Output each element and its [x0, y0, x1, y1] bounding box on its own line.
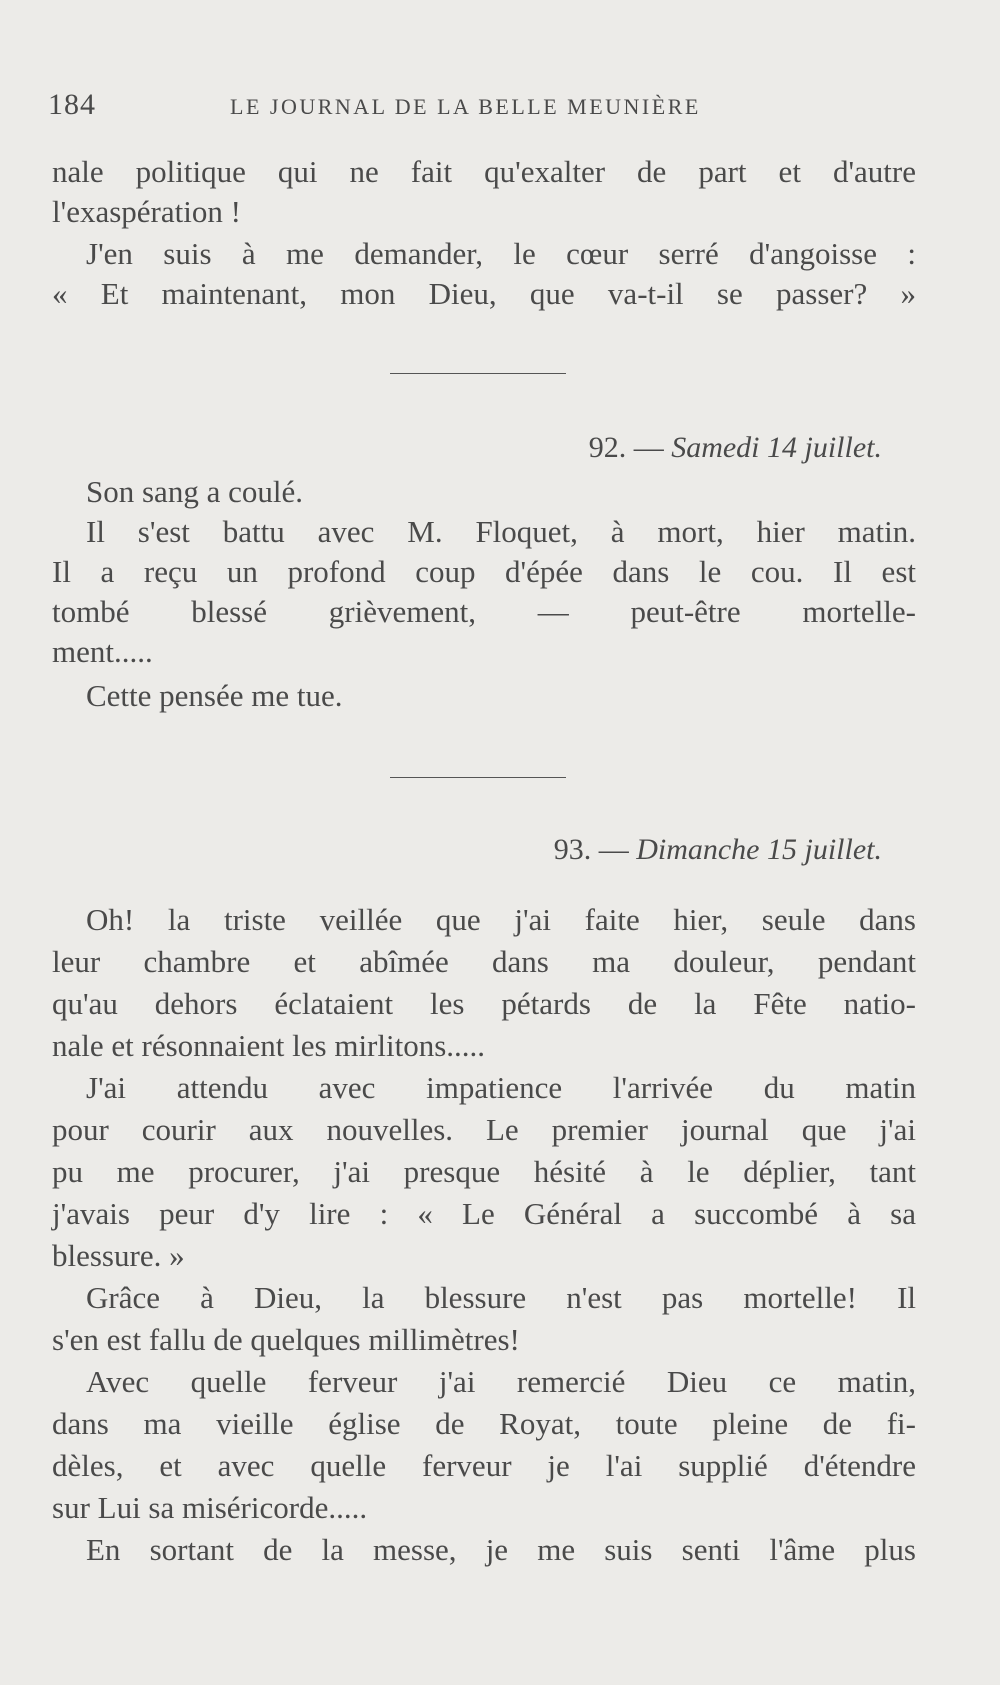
entry-heading-92 — [589, 428, 882, 468]
text-line: dèles, et avec quelle ferveur je l'ai supplié d'étendre — [52, 1448, 916, 1483]
entry-heading-93 — [554, 830, 882, 870]
text-line: sur Lui sa miséricorde..... — [52, 1490, 368, 1525]
entry-date: Dimanche 15 juillet. — [636, 833, 882, 866]
text-line: Grâce à Dieu, la blessure n'est pas mortelle! Il — [86, 1280, 916, 1315]
page-number: 184 — [48, 88, 96, 121]
text-line: pour courir aux nouvelles. Le premier journal que j'ai — [52, 1112, 916, 1147]
text-line: Oh! la triste veillée que j'ai faite hier, seule dans — [86, 902, 916, 937]
text-line: blessure. » — [52, 1238, 185, 1273]
text-line: Il a reçu un profond coup d'épée dans le cou. Il est — [52, 554, 916, 589]
text-line: dans ma vieille église de Royat, toute pleine de fi- — [52, 1406, 916, 1441]
entry-number: 93. — — [553, 833, 629, 866]
text-line: Avec quelle ferveur j'ai remercié Dieu ce matin, — [86, 1364, 916, 1399]
text-line: ment..... — [52, 634, 153, 669]
text-line: l'exaspération ! — [52, 194, 241, 229]
text-line: Cette pensée me tue. — [86, 678, 343, 713]
text-line: « Et maintenant, mon Dieu, que va-t-il se passer? » — [52, 276, 916, 311]
text-line: J'ai attendu avec impatience l'arrivée du matin — [86, 1070, 916, 1105]
page-header — [48, 88, 952, 128]
text-line: Il s'est battu avec M. Floquet, à mort, hier matin. — [86, 514, 916, 549]
text-line: Son sang a coulé. — [86, 474, 303, 509]
section-divider — [390, 373, 566, 374]
text-line: J'en suis à me demander, le cœur serré d'angoisse : — [86, 236, 916, 271]
entry-number: 92. — — [588, 431, 664, 464]
section-divider — [390, 777, 566, 778]
text-line: En sortant de la messe, je me suis senti l'âme plus — [86, 1532, 916, 1567]
text-line: nale politique qui ne fait qu'exalter de part et d'autre — [52, 154, 916, 189]
running-title: LE JOURNAL DE LA BELLE MEUNIÈRE — [230, 94, 701, 119]
text-line: s'en est fallu de quelques millimètres! — [52, 1322, 520, 1357]
text-line: pu me procurer, j'ai presque hésité à le déplier, tant — [52, 1154, 916, 1189]
text-line: qu'au dehors éclataient les pétards de la Fête natio- — [52, 986, 916, 1021]
text-line: nale et résonnaient les mirlitons..... — [52, 1028, 486, 1063]
text-line: tombé blessé grièvement, — peut-être mortelle- — [52, 594, 916, 629]
text-line: j'avais peur d'y lire : « Le Général a succombé à sa — [52, 1196, 916, 1231]
text-line: leur chambre et abîmée dans ma douleur, pendant — [52, 944, 916, 979]
entry-date: Samedi 14 juillet. — [671, 431, 882, 464]
